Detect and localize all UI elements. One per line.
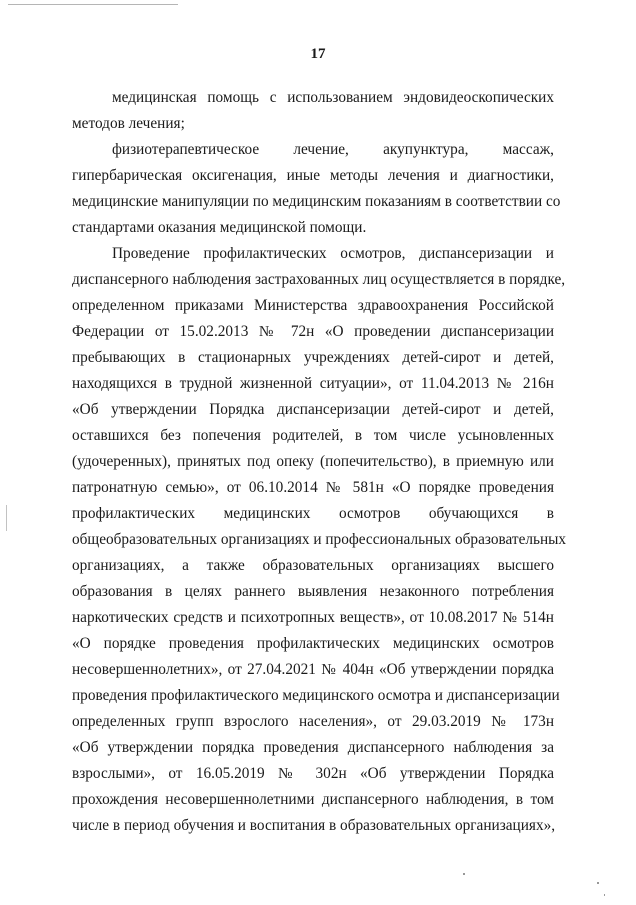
- scan-speck: [604, 894, 605, 896]
- text-line: профилактических медицинских осмотров обучающихся в: [72, 505, 554, 522]
- text-line: проведения профилактического медицинского осмотра и диспансеризации: [72, 687, 560, 704]
- text-line: физиотерапевтическое лечение, акупунктура, массаж,: [112, 141, 554, 158]
- text-line: определенных групп взрослого населения», от 29.03.2019 № 173н: [72, 713, 554, 730]
- scan-speck: [597, 882, 599, 884]
- text-line: гипербарическая оксигенация, иные методы лечения и диагностики,: [72, 167, 554, 184]
- text-line: (удочеренных), принятых под опеку (попечительство), в приемную или: [72, 453, 554, 470]
- text-line: числе в период обучения и воспитания в образовательных организациях»,: [72, 817, 556, 834]
- text-line: «Об утверждении Порядка диспансеризации детей-сирот и детей,: [72, 401, 554, 418]
- text-line: организациях, а также образовательных организациях высшего: [72, 557, 554, 574]
- text-line: прохождения несовершеннолетними диспансерного наблюдения, в том: [72, 791, 554, 808]
- scan-speck: [463, 873, 465, 875]
- scan-margin-mark: [6, 505, 7, 531]
- text-line: несовершеннолетних», от 27.04.2021 № 404н «Об утверждении порядка: [72, 661, 554, 678]
- text-line: пребывающих в стационарных учреждениях детей-сирот и детей,: [72, 349, 554, 366]
- text-line: «О порядке проведения профилактических медицинских осмотров: [72, 635, 554, 652]
- text-line: стандартами оказания медицинской помощи.: [72, 219, 367, 236]
- text-line: методов лечения;: [72, 115, 185, 132]
- page-number: 17: [310, 46, 326, 62]
- text-line: Проведение профилактических осмотров, диспансеризации и: [112, 245, 554, 262]
- text-line: находящихся в трудной жизненной ситуации», от 11.04.2013 № 216н: [72, 375, 554, 392]
- text-line: медицинские манипуляции по медицинским показаниям в соответствии со: [72, 193, 561, 210]
- text-line: диспансерного наблюдения застрахованных лиц осуществляется в порядке,: [72, 271, 566, 288]
- text-line: взрослыми», от 16.05.2019 № 302н «Об утверждении Порядка: [72, 765, 554, 782]
- text-line: «Об утверждении порядка проведения диспансерного наблюдения за: [72, 739, 554, 756]
- text-line: общеобразовательных организациях и профессиональных образовательных: [72, 531, 567, 548]
- text-line: образования в целях раннего выявления незаконного потребления: [72, 583, 554, 600]
- text-line: медицинская помощь с использованием эндовидеоскопических: [112, 89, 554, 106]
- text-line: оставшихся без попечения родителей, в том числе усыновленных: [72, 427, 554, 444]
- text-line: патронатную семью», от 06.10.2014 № 581н «О порядке проведения: [72, 479, 554, 496]
- text-line: Федерации от 15.02.2013 № 72н «О проведении диспансеризации: [72, 323, 554, 340]
- text-line: наркотических средств и психотропных веществ», от 10.08.2017 № 514н: [72, 609, 554, 626]
- scan-top-rule: [8, 4, 178, 5]
- text-line: определенном приказами Министерства здравоохранения Российской: [72, 297, 554, 314]
